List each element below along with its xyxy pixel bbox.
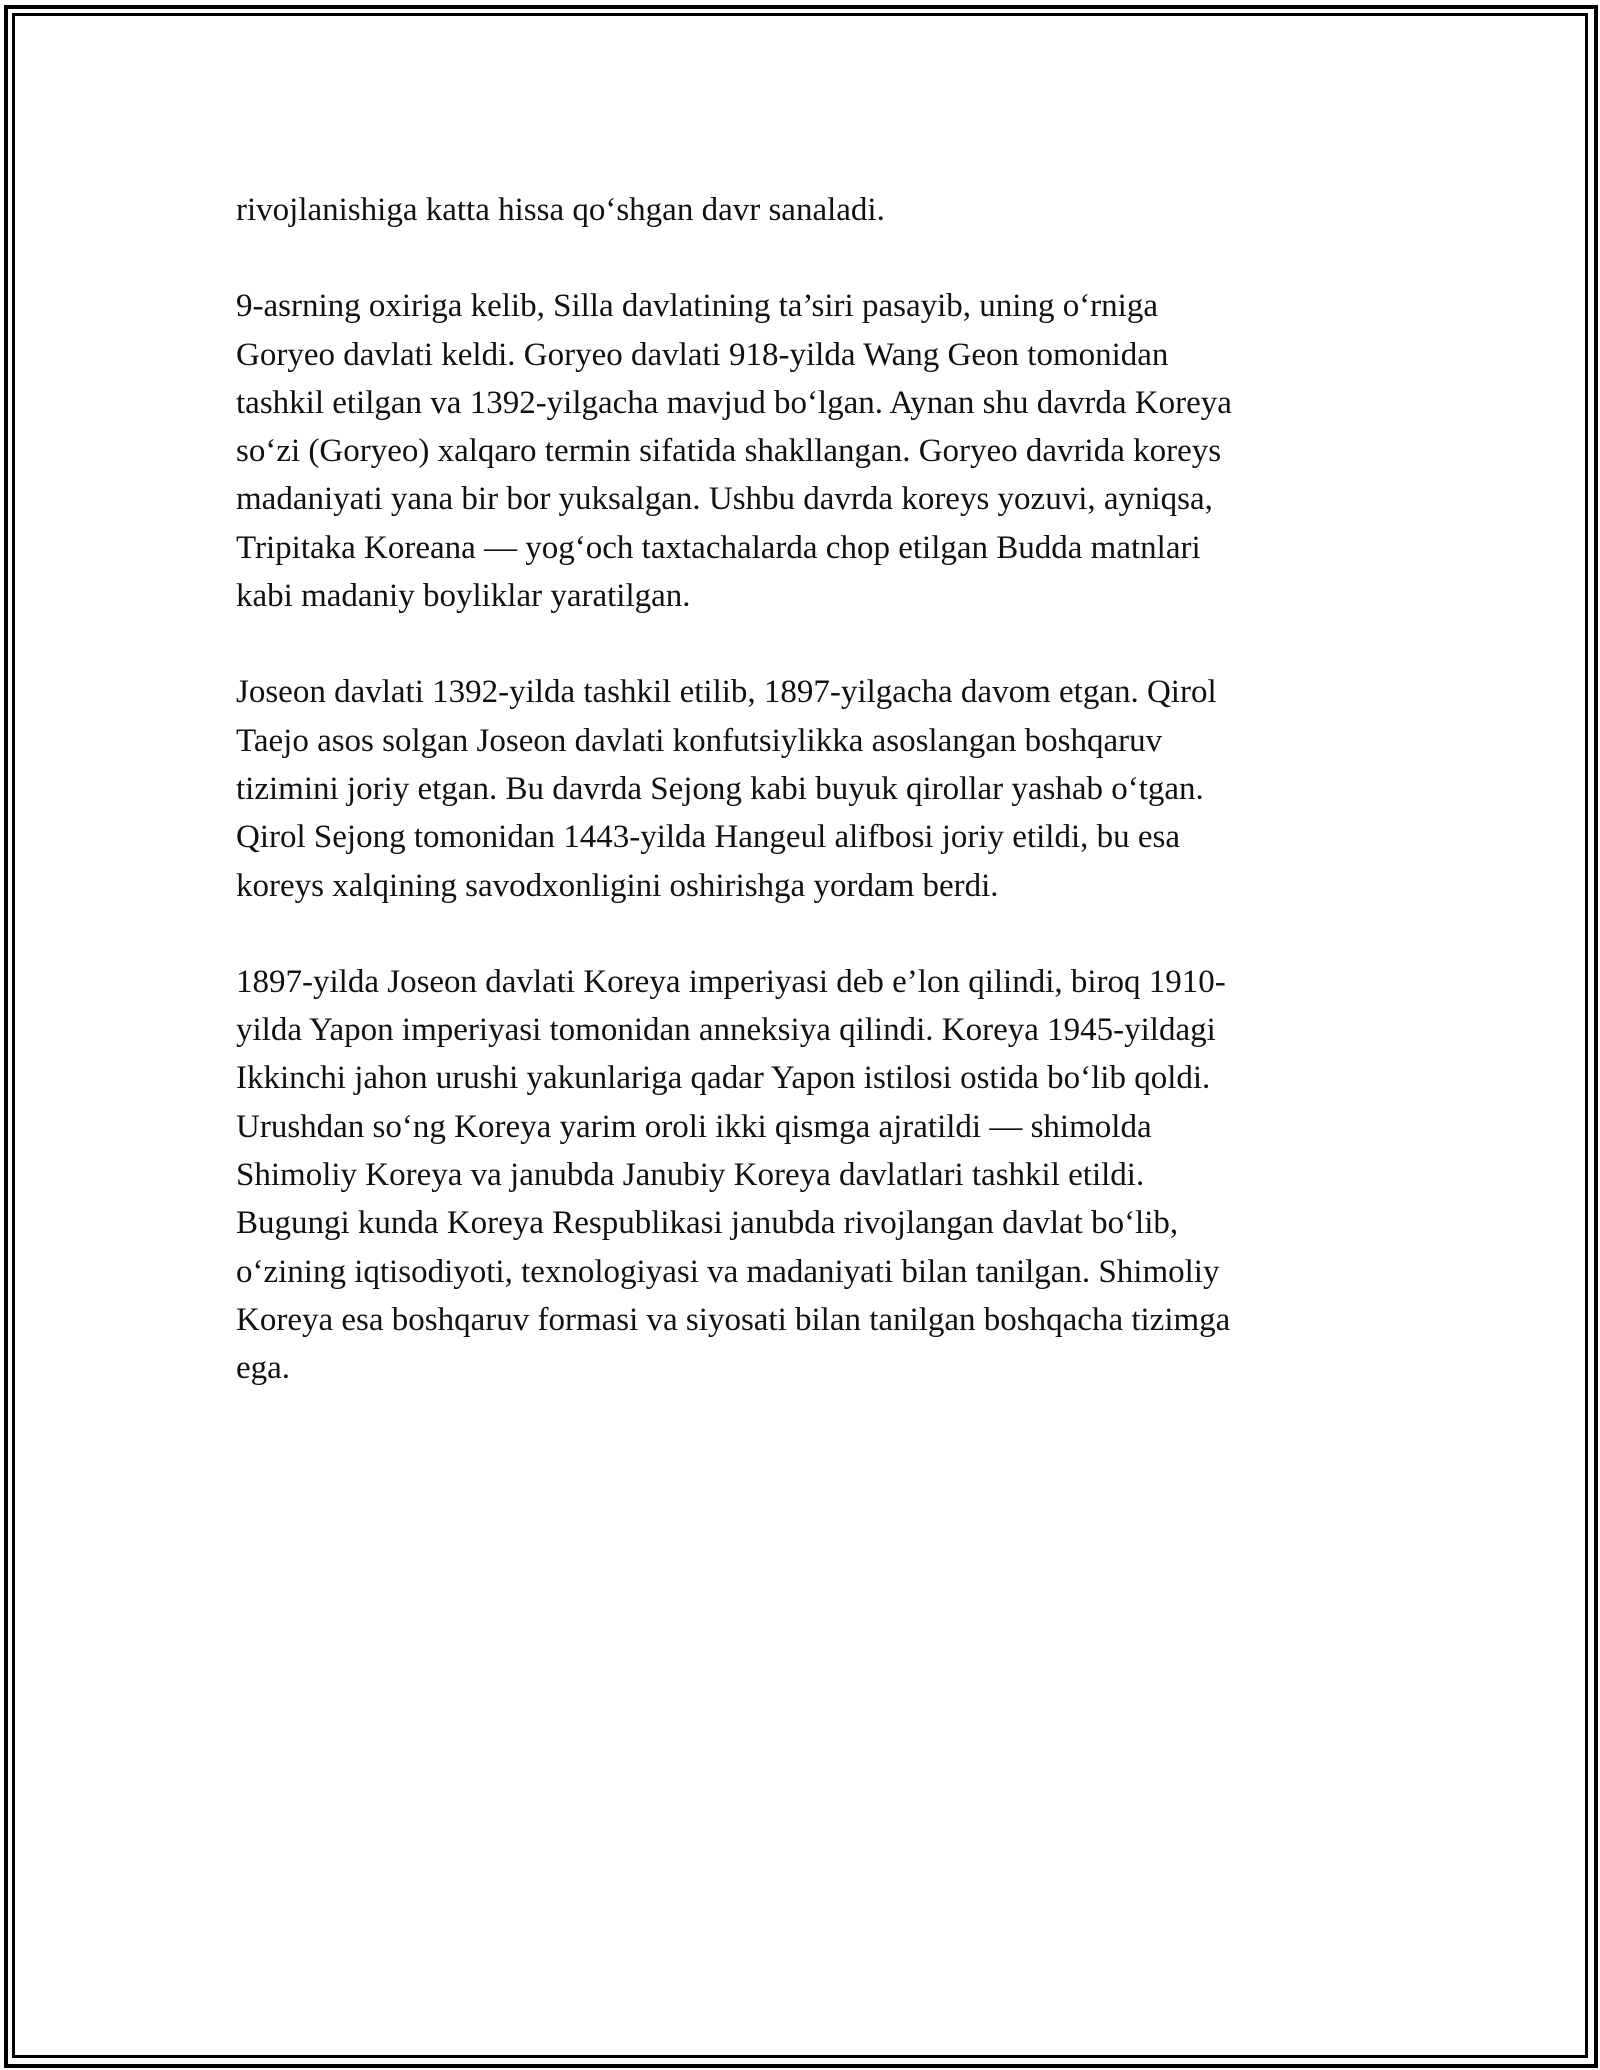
text-line: tizimini joriy etgan. Bu davrda Sejong kabi buyuk qirollar yashab o‘tgan. — [236, 770, 1204, 807]
text-line: Joseon davlati 1392-yilda tashkil etilib, 1897-yilgacha davom etgan. Qirol — [236, 674, 1217, 711]
paragraph — [236, 668, 1356, 909]
paragraph — [236, 186, 1356, 234]
text-line: Shimoliy Koreya va janubda Janubiy Koreya davlatlari tashkil etildi. — [236, 1157, 1145, 1194]
text-line: rivojlanishiga katta hissa qo‘shgan davr sanaladi. — [236, 192, 885, 228]
text-line: kabi madaniy boyliklar yaratilgan. — [236, 578, 691, 615]
text-line: Goryeo davlati keldi. Goryeo davlati 918-yilda Wang Geon tomonidan — [236, 336, 1169, 373]
text-line: so‘zi (Goryeo) xalqaro termin sifatida shakllangan. Goryeo davrida koreys — [236, 433, 1222, 470]
text-line: madaniyati yana bir bor yuksalgan. Ushbu davrda koreys yozuvi, ayniqsa, — [236, 481, 1213, 518]
text-line: Taejo asos solgan Joseon davlati konfutsiylikka asoslangan boshqaruv — [236, 722, 1163, 759]
text-line: Urushdan so‘ng Koreya yarim oroli ikki qismga ajratildi — shimolda — [236, 1108, 1152, 1145]
text-line: 9-asrning oxiriga kelib, Silla davlatining ta’siri pasayib, uning o‘rniga — [236, 288, 1158, 325]
paragraph — [236, 958, 1356, 1393]
text-line: koreys xalqining savodxonligini oshirishga yordam berdi. — [236, 867, 999, 904]
text-line: Tripitaka Koreana — yog‘och taxtachalarda chop etilgan Budda matnlari — [236, 529, 1201, 566]
text-line: o‘zining iqtisodiyoti, texnologiyasi va madaniyati bilan tanilgan. Shimoliy — [236, 1253, 1220, 1290]
text-line: Qirol Sejong tomonidan 1443-yilda Hangeul alifbosi joriy etildi, bu esa — [236, 819, 1181, 856]
paragraph — [236, 282, 1356, 620]
text-line: yilda Yapon imperiyasi tomonidan anneksiya qilindi. Koreya 1945-yildagi — [236, 1012, 1216, 1049]
text-line: Bugungi kunda Koreya Respublikasi janubda rivojlangan davlat bo‘lib, — [236, 1205, 1179, 1242]
text-line: ega. — [236, 1350, 291, 1387]
text-line: 1897-yilda Joseon davlati Koreya imperiyasi deb e’lon qilindi, biroq 1910- — [236, 963, 1226, 1000]
text-line: tashkil etilgan va 1392-yilgacha mavjud bo‘lgan. Aynan shu davrda Koreya — [236, 384, 1232, 421]
text-line: Ikkinchi jahon urushi yakunlariga qadar Yapon istilosi ostida bo‘lib qoldi. — [236, 1060, 1211, 1097]
text-line: Koreya esa boshqaruv formasi va siyosati bilan tanilgan boshqacha tizimga — [236, 1301, 1231, 1338]
document-body — [236, 186, 1356, 1441]
